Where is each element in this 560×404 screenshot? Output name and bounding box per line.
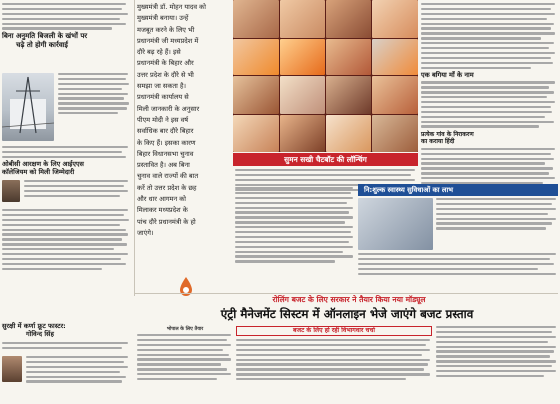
- budget-kicker-text: रोलिंग बजट के लिए सरकार ने तैयार किया नया मॉड्यूल: [272, 295, 426, 304]
- bottom-kicker-text: भोपाल के लिए तैयार: [166, 327, 204, 332]
- left-column: [2, 0, 132, 404]
- health-banner-title: नि:शुल्क स्वास्थ्य सुविधाओं का लाभ: [364, 186, 454, 194]
- collage-photo: [280, 0, 325, 38]
- collage-photo: [372, 115, 418, 152]
- right-headline-2-line1: प्रत्येक गांव के निराकरण: [421, 130, 474, 138]
- left-top-article: [2, 3, 132, 30]
- center-line: प्रस्तावित है। अब बिना: [137, 161, 190, 170]
- center-line: पीएम मोदी ने इस वर्ष: [137, 115, 189, 124]
- center-article-body: [137, 2, 232, 239]
- budget-headline: [136, 306, 558, 322]
- center-line: और धार आगमन को: [137, 195, 187, 204]
- collage-photo: [233, 39, 279, 75]
- collage-photo: [326, 0, 371, 38]
- collage-photo: [372, 0, 418, 38]
- collage-photo: [280, 76, 325, 114]
- collage-photo: [326, 76, 371, 114]
- left-article-2: [58, 73, 130, 117]
- left-photo-person-2: [2, 356, 22, 382]
- center-line: प्रधानमंत्री कार्यालय से: [137, 93, 189, 102]
- collage-photo: [326, 115, 371, 152]
- center-line: मिली जानकारी के अनुसार: [137, 104, 200, 113]
- center-line: प्रधानमंत्री के बिहार और: [137, 59, 194, 68]
- right-headline-2-line2: का कराया हिंदी: [421, 138, 455, 146]
- left-article-3: [24, 180, 130, 200]
- center-line: करें तो उत्तर प्रदेश के छह: [137, 183, 197, 192]
- left-headline-3-line1: सुरक्षी में कर्णा फ्रूट फास्टर:: [2, 322, 66, 330]
- center-line: चुनाव वाले राज्यों की बात: [137, 172, 199, 181]
- health-article: [436, 198, 558, 232]
- center-line: जाएंगे।: [137, 228, 154, 237]
- center-line: दौरे बढ़ रहे हैं। इसे: [137, 48, 181, 57]
- left-headline-2-line2: काॅलेजियम को मिली जिम्मेदारी: [2, 168, 75, 176]
- left-article-4-cont: [26, 356, 130, 385]
- center-line: मुख्यमंत्री डॉ. मोहन यादव को: [137, 3, 206, 11]
- left-headline-3-line2: गोविन्द सिंह: [26, 330, 54, 338]
- budget-subhead-box: [236, 326, 432, 336]
- launch-banner: [233, 153, 418, 166]
- health-banner: [358, 184, 558, 196]
- collage-photo: [280, 115, 325, 152]
- collage-photo: [326, 39, 371, 75]
- bottom-kicker: [140, 326, 230, 333]
- center-line: मजबूत करने के लिए भी: [137, 25, 195, 34]
- left-article-3-cont: [2, 209, 130, 273]
- center-line: सर्वाधिक बार दौरे बिहार: [137, 127, 194, 136]
- budget-right-article: [436, 326, 558, 380]
- left-headline-1-line2: चढ़े तो होगी कार्रवाई: [16, 41, 68, 50]
- left-article-2-cont: [2, 146, 130, 161]
- center-article: [137, 2, 232, 239]
- health-article-cont: [358, 253, 558, 277]
- center-line: मुख्यमंत्री बनाया। उन्हें: [137, 14, 189, 23]
- left-headline-1: [2, 32, 132, 50]
- left-headline-2-line1: ओबीसी आरक्षण के लिए आईएएस: [2, 160, 84, 168]
- center-line: प्रधानमंत्री जी मध्यप्रदेश में: [137, 36, 199, 45]
- left-headline-3: [2, 322, 132, 338]
- budget-divider: [134, 293, 558, 294]
- right-article-3: [421, 148, 558, 189]
- center-line: पांच दौरे प्रधानमंत्री के हो: [137, 217, 196, 226]
- center-line: उत्तर प्रदेश के दौरे से भी: [137, 70, 194, 79]
- budget-left-article: [137, 334, 232, 383]
- budget-center-article: [236, 339, 432, 383]
- budget-headline-text: एंट्री मैनेजमेंट सिस्टम में ऑनलाइन भेजे जाएंगे बजट प्रस्ताव: [220, 307, 474, 321]
- left-headline-2: [2, 160, 132, 176]
- modi-photo-collage: [233, 0, 418, 152]
- budget-kicker: [140, 295, 558, 305]
- column-divider: [134, 0, 135, 296]
- power-tower-illustration: [2, 73, 54, 141]
- collage-photo: [233, 76, 279, 114]
- collage-photo: [233, 115, 279, 152]
- center-lower-article: [235, 187, 355, 265]
- center-line: बिहार विधानसभा चुनाव: [137, 149, 194, 158]
- launch-banner-title: सुमन सखी चैटबॉट की लॉन्चिंग: [284, 155, 367, 164]
- right-headline-2: [421, 131, 558, 146]
- right-article-2: [421, 81, 558, 127]
- center-line: मिलाकर मध्यप्रदेश के: [137, 206, 188, 215]
- right-headline-1: एक बगिया माँ के नाम: [421, 71, 474, 80]
- center-line: समझा जा सकता है।: [137, 82, 186, 91]
- center-line: के किए हैं। इसका कारण: [137, 138, 196, 147]
- budget-subhead-text: बजट के लिए हो रही विभागवार चर्चा: [293, 327, 375, 334]
- health-photo: [358, 198, 433, 250]
- collage-photo: [372, 76, 418, 114]
- collage-photo: [233, 0, 279, 38]
- right-top-article: [421, 3, 558, 69]
- collage-photo: [372, 39, 418, 75]
- left-photo-person: [2, 180, 20, 202]
- collage-photo: [280, 39, 325, 75]
- left-photo-tower: [2, 73, 54, 141]
- left-headline-1-line1: बिना अनुमति बिजली के खंभों पर: [2, 32, 88, 41]
- left-article-4: [2, 342, 130, 352]
- right-column: [421, 0, 558, 192]
